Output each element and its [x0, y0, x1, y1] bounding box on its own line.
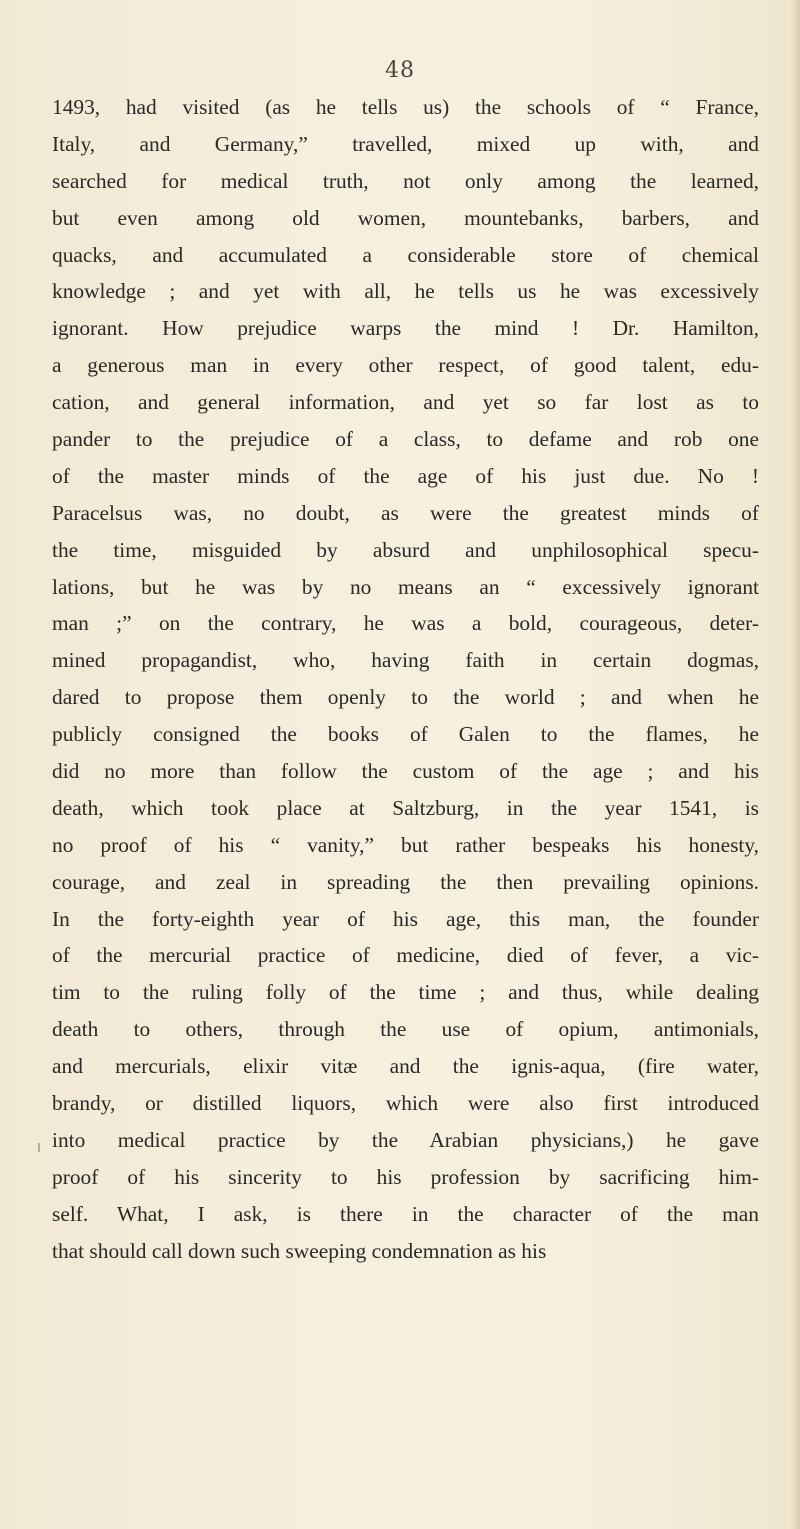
- text-line: searched for medical truth, not only among the learned,: [52, 168, 759, 193]
- text-line: the time, misguided by absurd and unphilosophical specu-: [52, 537, 759, 562]
- text-line: that should call down such sweeping condemnation as his: [52, 1238, 547, 1263]
- paper-speck: [38, 1143, 40, 1152]
- text-line: into medical practice by the Arabian physicians,) he gave: [52, 1127, 759, 1152]
- text-line: tim to the ruling folly of the time ; and thus, while dealing: [52, 980, 759, 1005]
- text-line: brandy, or distilled liquors, which were also first introduced: [52, 1091, 759, 1116]
- text-line: pander to the prejudice of a class, to defame and rob one: [52, 427, 759, 452]
- text-line: lations, but he was by no means an “ excessively ignorant: [52, 574, 759, 599]
- text-line: 1493, had visited (as he tells us) the schools of “ France,: [52, 95, 759, 119]
- text-line: but even among old women, mountebanks, barbers, and: [52, 205, 759, 230]
- body-paragraph: [52, 89, 759, 1270]
- text-line: a generous man in every other respect, of good talent, edu-: [52, 353, 759, 378]
- text-line: dared to propose them openly to the world ; and when he: [52, 685, 759, 710]
- text-line: of the mercurial practice of medicine, died of fever, a vic-: [52, 943, 759, 968]
- page-edge-shadow: [790, 0, 800, 1529]
- text-line: no proof of his “ vanity,” but rather bespeaks his honesty,: [52, 832, 759, 857]
- text-line: In the forty-eighth year of his age, this man, the founder: [52, 906, 759, 931]
- text-line: self. What, I ask, is there in the character of the man: [52, 1201, 759, 1226]
- text-line: of the master minds of the age of his just due. No !: [52, 463, 759, 488]
- text-line: death to others, through the use of opium, antimonials,: [52, 1017, 759, 1042]
- text-line: Paracelsus was, no doubt, as were the greatest minds of: [52, 500, 759, 525]
- text-line: courage, and zeal in spreading the then prevailing opinions.: [52, 869, 759, 894]
- text-line: publicly consigned the books of Galen to the flames, he: [52, 722, 759, 747]
- text-line: ignorant. How prejudice warps the mind ! Dr. Hamilton,: [52, 316, 759, 341]
- text-line: death, which took place at Saltzburg, in the year 1541, is: [52, 795, 759, 820]
- text-line: proof of his sincerity to his profession by sacrificing him-: [52, 1164, 759, 1189]
- text-line: did no more than follow the custom of the age ; and his: [52, 759, 759, 784]
- text-line: and mercurials, elixir vitæ and the ignis-aqua, (fire water,: [52, 1054, 759, 1079]
- text-line: Italy, and Germany,” travelled, mixed up with, and: [52, 131, 759, 156]
- page-number: 48: [385, 58, 415, 83]
- text-line: man ;” on the contrary, he was a bold, courageous, deter-: [52, 611, 759, 636]
- text-line: knowledge ; and yet with all, he tells us he was excessively: [52, 279, 759, 304]
- text-line: quacks, and accumulated a considerable store of chemical: [52, 242, 759, 267]
- text-line: cation, and general information, and yet so far lost as to: [52, 390, 759, 415]
- text-line: mined propagandist, who, having faith in certain dogmas,: [52, 648, 759, 673]
